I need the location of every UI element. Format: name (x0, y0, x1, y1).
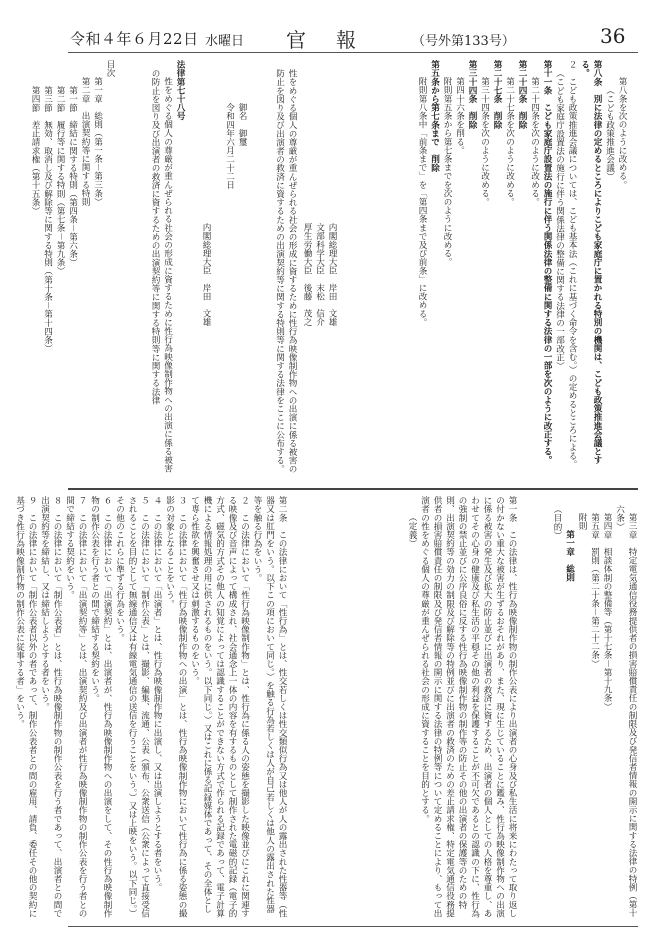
toc-item: 第三節 無効、取消し及び解除等に関する特則（第十条－第十四条） (42, 85, 53, 353)
amend-article: 第二十四条 削除 (517, 60, 527, 129)
article-paragraph: ２ この法律において「性行為映像制作物」とは、性行為に係る人の姿態を撮影した映像並びにこれに関連する映像及び音声によって構成され、社会通念上一体の内容を有するものとして制作された電磁的記録（電子的方式、磁気的方式その他人の知覚によっては認識することができない方式で作られる記録であって、電子計算機による情報処理の用に供されるものをいう。以下同じ。）又はこれに係る記録媒体であって、その全体として専ら性欲を興奮させ又は刺激するものをいう。 (189, 496, 250, 918)
issue-number: （号外第133号） (412, 34, 515, 49)
article-text: 第二条 この法律において「性行為」とは、性交若しくは性交類似行為又は他人が人の露出された性器等（性器又は肛門をいう。以下この項において同じ。）を触る行為若しくは人が自己若しくは他人の露出された性器等を触る行為をいう。 (252, 496, 287, 918)
article-2 (14, 496, 288, 920)
amend-line: 第三十四条を次のように改める。 (479, 77, 490, 207)
promulgation-sentence: 性をめぐる個人の尊厳が重んぜられる社会の形成に資するために性行為映像制作物への出演に係る被害の防止を図り及び出演者の救済に資するための出演契約等に関する特則等に関する法律をここに公布する。 (274, 68, 297, 473)
toc-item: 附則 (577, 513, 587, 531)
amend-line: 附則第五条から第七条までを次のように改める。 (442, 77, 452, 267)
amend-article: 第八条 別に法律の定めるところによりこども家庭庁に置かれる特別の機関は、こども政策推進会議とする。 (579, 60, 602, 465)
article-paragraph: ８ この法律において「制作公表者」とは、性行為映像制作物の制作公表を行う者であって、出演者との間で出演契約等を締結し、又は締結しようとする者をいう。 (39, 496, 62, 918)
imperial-seal-block (212, 60, 248, 480)
gyomei-gyoji: 御名 御璽 (237, 102, 247, 146)
pm-signature (188, 60, 212, 480)
prime-minister: 内閣総理大臣 岸田 文雄 (201, 223, 211, 327)
law-number: 法律第七十八号 (175, 60, 185, 121)
amend-line: 附則第八条中「前条まで」を「第四条まで及び前条」に改める。 (417, 77, 427, 327)
table-of-contents (20, 60, 116, 480)
toc-item: 第二章 出演契約等に関する特則 (80, 77, 90, 207)
toc-continued (520, 496, 638, 920)
toc-item: 第三章 特定電気通信役務提供者の損害賠償責任の制限及び発信者情報の開示に関する法律の特例（第十六条） (614, 504, 637, 918)
article-text: 第一条 この法律は、性行為映像制作物の制作公表により出演者の心身及び私生活に将来にわたって取り返しの付かない重大な被害が生ずるおそれがあり、また、現に生じていることに鑑み、性行為映像制作物への出演に係る被害の発生及び拡大の防止並びに出演者の救済に資するため、出演者の個人としての人格を尊重し、あわせてその心身の健康及び私生活の平穏その他の利益を保護することが不可欠であるとの認識の下に、性行為の強制の禁止並びに公序良俗に反する性行為映像制作物の制作等の防止その他の出演者の保護等のための特則、出演契約等の効力の制限及び解除等の特例並びに出演者の救済のための差止請求権、特定電気通信役務提供者の損害賠償責任の制限及び発信者情報の開示に関する法律の特例等について定めることにより、もって出演者の性をめぐる個人の尊厳が重んぜられる社会の形成に資することを目的とする。 (419, 496, 517, 918)
toc-item: 第四章 相談体制の整備等（第十七条－第十九条） (602, 513, 612, 711)
page-number: 36 (600, 24, 626, 48)
amend-article: 第十一条 こども家庭庁設置法の施行に伴う関係法律の整備に関する法律の一部を次のように改正する。 (542, 60, 552, 465)
signer: 文部科学大臣 末松 信介 (314, 223, 325, 327)
amend-article: 第二十七条 削除 (492, 60, 502, 129)
signer: 内閣総理大臣 岸田 文雄 (327, 223, 337, 327)
page-header (0, 0, 658, 56)
amend-article: 第三十四条 削除 (467, 60, 477, 129)
toc-item: 第四節 差止請求権（第十五条） (30, 85, 40, 215)
section-divider (68, 488, 638, 490)
footer-rule (68, 926, 638, 927)
chapter-heading: 第一章 総則 (564, 530, 575, 582)
amend-caption: （こども家庭庁設置法の施行に伴う関係法律の整備に関する法律の一部改正） (554, 68, 565, 370)
toc-item: 第一章 総則（第一条－第三条） (92, 77, 103, 207)
article-paragraph: ７ この法律において「出演契約等」とは、出演契約及び出演者が性行為映像制作物の制作公表を行う者との間で締結する契約をいう。 (64, 496, 87, 918)
article-caption: （定義） (407, 513, 417, 548)
amendment-block (338, 60, 628, 480)
gazette-title: 官報 (286, 28, 386, 52)
signers-block (300, 60, 338, 480)
toc-item: 第五章 罰則（第二十条－第二十二条） (589, 513, 600, 668)
amend-caption: （こども政策推進会議） (604, 85, 615, 181)
toc-heading: 目次 (105, 60, 115, 78)
signer: 厚生労働大臣 後藤 茂之 (302, 223, 312, 327)
article-paragraph: ５ この法律において「制作公表」とは、撮影、編集、流通、公表（頒布、公衆送信（公衆によって直接受信されることを目的として無線通信又は有線電気通信の送信を行うことをいう。）又は上映をいう。以下同じ。）その他のこれらに準ずる行為をいう。 (114, 496, 150, 918)
weekday: 水曜日 (205, 34, 245, 49)
amend-line: 第四十六条を削る。 (454, 77, 465, 155)
amend-paragraph: ２ こども政策推進会議については、こども基本法（これに基づく命令を含む。）の定めるところによる。 (567, 60, 577, 469)
article-1 (290, 496, 518, 920)
amend-line: 第二十七条を次のように改める。 (504, 77, 515, 207)
toc-item: 第一節 締結に関する特則（第四条－第六条） (67, 85, 78, 267)
toc-item: 第二節 履行等に関する特則（第七条－第九条） (55, 85, 65, 275)
amend-article: 第五条から第七条まで 削除 (429, 60, 440, 172)
header-rule (68, 52, 638, 53)
promulgation-date: 令和四年六月二十二日 (224, 102, 235, 189)
article-paragraph: ４ この法律において「出演者」とは、性行為映像制作物に出演し、又は出演しようとする者をいう。 (152, 496, 162, 892)
article-paragraph: ６ この法律において「出演契約」とは、出演者が、性行為映像制作物への出演をして、その性行為映像制作物の制作公表を行う者との間で締結する契約をいう。 (89, 496, 112, 918)
issue-date: 令和４年６月22日 (70, 30, 199, 48)
amend-line: 第二十四条を次のように改める。 (529, 77, 540, 207)
article-paragraph: ９ この法律において「制作公表者以外の者であって、制作公表者との間の雇用、請負、委任その他の契約に基づき性行為映像制作物の制作公表に従事する者」をいう。 (14, 496, 37, 918)
law-title-block (118, 60, 186, 480)
article-caption: （目的） (552, 504, 562, 539)
promulgation-text (250, 60, 298, 480)
law-title: 性をめぐる個人の尊厳が重んぜられる社会の形成に資するために性行為映像制作物への出演に係る被害の防止を図り及び出演者の救済に資するための出演契約等に関する特則等に関する法律 (150, 68, 173, 473)
article-paragraph: ３ この法律において「性行為映像制作物への出演」とは、性行為映像制作物において性行為に係る姿態の撮影の対象となることをいう。 (164, 496, 187, 918)
amend-line: 第八条を次のように改める。 (617, 77, 627, 189)
